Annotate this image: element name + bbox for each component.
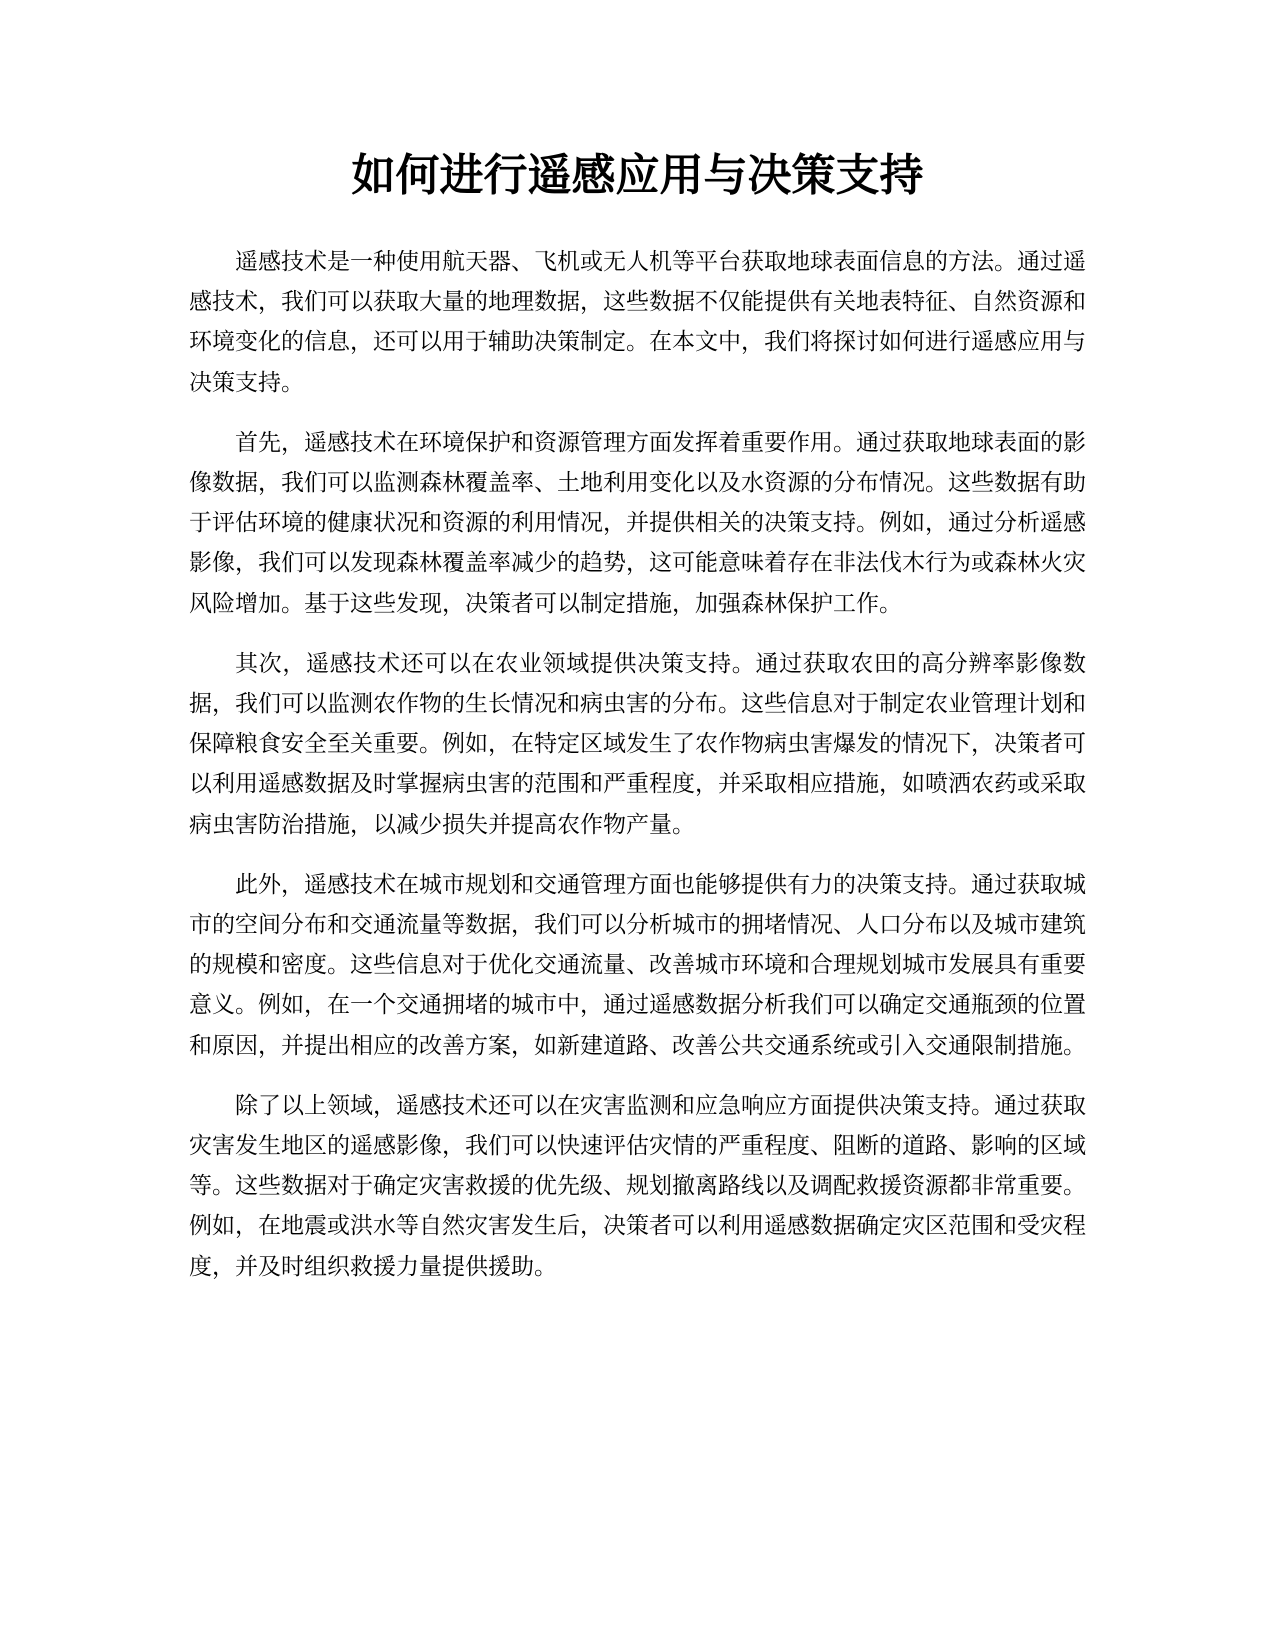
paragraph-environment: 首先，遥感技术在环境保护和资源管理方面发挥着重要作用。通过获取地球表面的影像数据，我们可以监测森林覆盖率、土地利用变化以及水资源的分布情况。这些数据有助于评估环境的健康状况和资源的利用情况，并提供相关的决策支持。例如，通过分析遥感影像，我们可以发现森林覆盖率减少的趋势，这可能意味着存在非法伐木行为或森林火灾风险增加。基于这些发现，决策者可以制定措施，加强森林保护工作。 bbox=[189, 429, 1086, 617]
document-body bbox=[189, 242, 1086, 1307]
paragraph-disaster: 除了以上领域，遥感技术还可以在灾害监测和应急响应方面提供决策支持。通过获取灾害发生地区的遥感影像，我们可以快速评估灾情的严重程度、阻断的道路、影响的区域等。这些数据对于确定灾害救援的优先级、规划撤离路线以及调配救援资源都非常重要。例如，在地震或洪水等自然灾害发生后，决策者可以利用遥感数据确定灾区范围和受灾程度，并及时组织救援力量提供援助。 bbox=[189, 1092, 1086, 1280]
paragraph-agriculture: 其次，遥感技术还可以在农业领域提供决策支持。通过获取农田的高分辨率影像数据，我们可以监测农作物的生长情况和病虫害的分布。这些信息对于制定农业管理计划和保障粮食安全至关重要。例如，在特定区域发生了农作物病虫害爆发的情况下，决策者可以利用遥感数据及时掌握病虫害的范围和严重程度，并采取相应措施，如喷洒农药或采取病虫害防治措施，以减少损失并提高农作物产量。 bbox=[189, 650, 1086, 838]
document-title: 如何进行遥感应用与决策支持 bbox=[351, 150, 924, 201]
paragraph-intro: 遥感技术是一种使用航天器、飞机或无人机等平台获取地球表面信息的方法。通过遥感技术，我们可以获取大量的地理数据，这些数据不仅能提供有关地表特征、自然资源和环境变化的信息，还可以用于辅助决策制定。在本文中，我们将探讨如何进行遥感应用与决策支持。 bbox=[189, 249, 1086, 396]
paragraph-urban-traffic: 此外，遥感技术在城市规划和交通管理方面也能够提供有力的决策支持。通过获取城市的空间分布和交通流量等数据，我们可以分析城市的拥堵情况、人口分布以及城市建筑的规模和密度。这些信息对于优化交通流量、改善城市环境和合理规划城市发展具有重要意义。例如，在一个交通拥堵的城市中，通过遥感数据分析我们可以确定交通瓶颈的位置和原因，并提出相应的改善方案，如新建道路、改善公共交通系统或引入交通限制措施。 bbox=[189, 871, 1086, 1059]
